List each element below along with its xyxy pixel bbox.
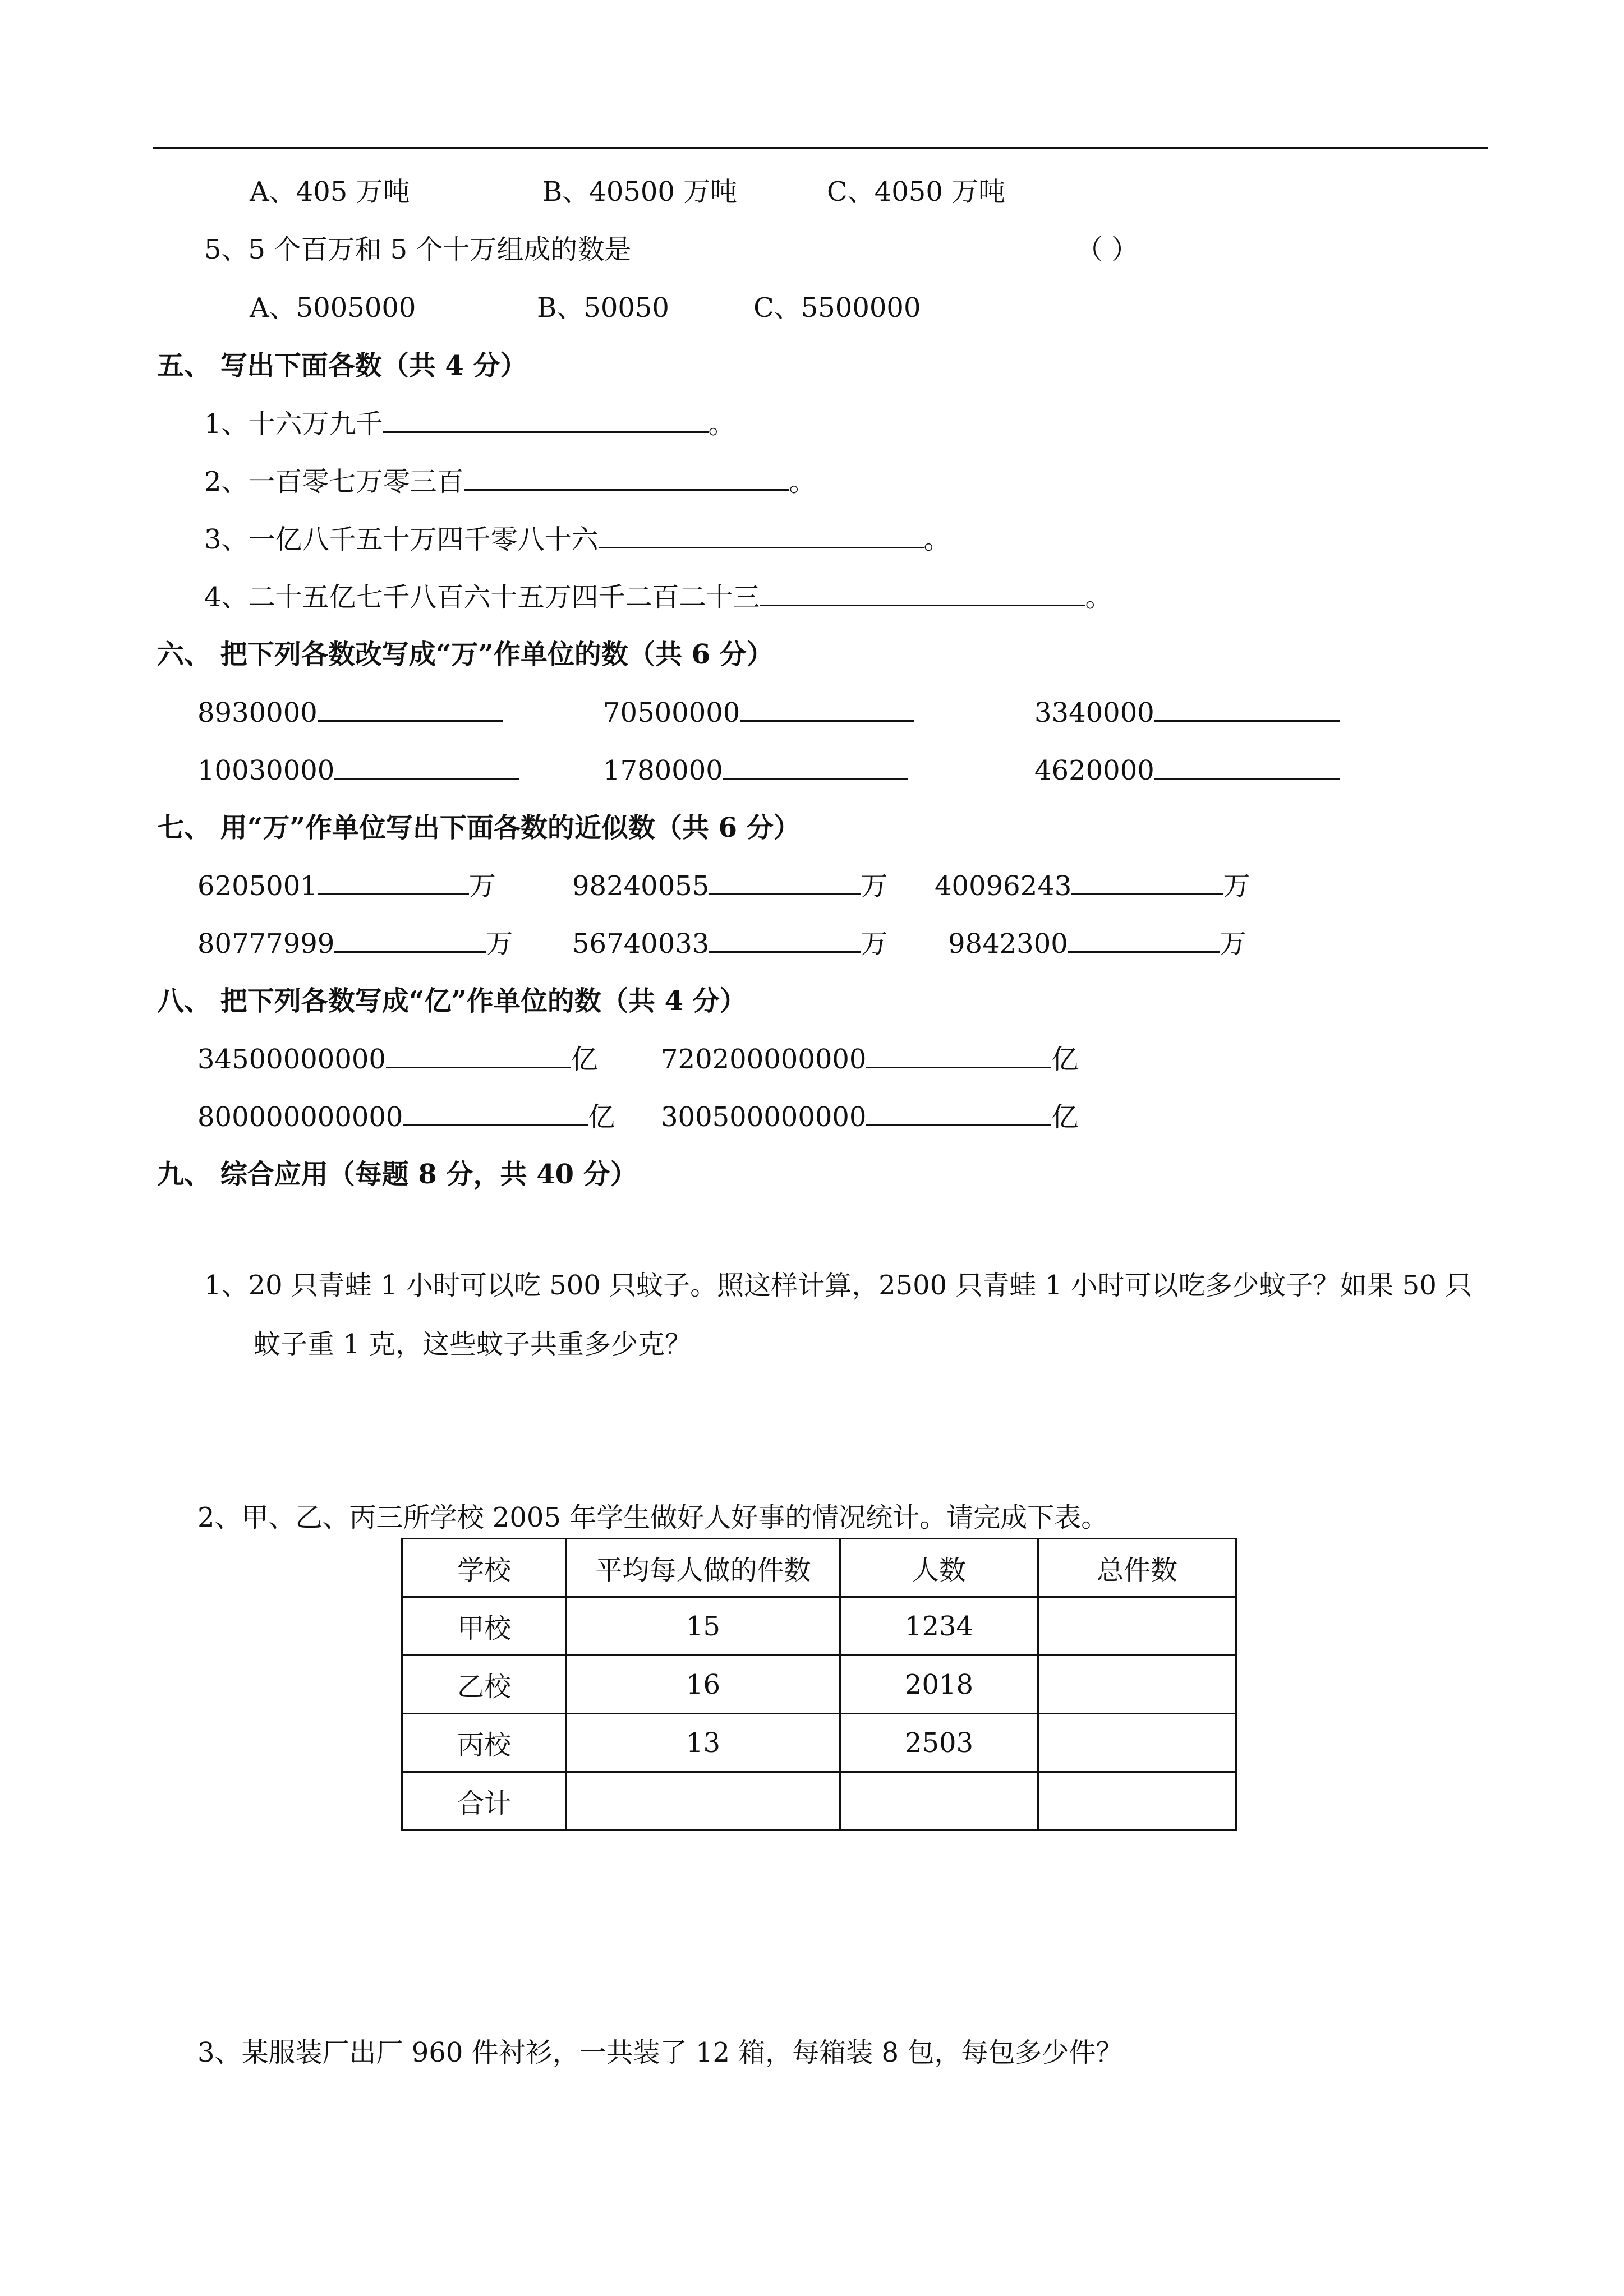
q5-question: 5、5 个百万和 5 个十万组成的数是 <box>204 234 632 265</box>
table-cell-blank <box>1038 1597 1236 1656</box>
table-header-cell: 人数 <box>840 1539 1038 1597</box>
sec7-item-5: 56740033 万 <box>572 926 887 961</box>
table-cell-blank <box>567 1772 840 1831</box>
table-cell: 甲校 <box>402 1597 567 1656</box>
table-cell: 丙校 <box>402 1714 567 1772</box>
table-cell-blank <box>1038 1714 1236 1772</box>
sec5-item-4: 4、二十五亿七千八百六十五万四千二百二十三 。 <box>204 580 1112 614</box>
table-cell-blank <box>840 1772 1038 1831</box>
q4-option-b: B、40500 万吨 <box>542 176 738 208</box>
sec8-item-2: 720200000000 亿 <box>661 1042 1078 1076</box>
sec5-item-2: 2、一百零七万零三百 。 <box>204 464 816 499</box>
sec8-item-1: 34500000000 亿 <box>197 1042 598 1076</box>
sec6-item-4: 10030000 <box>197 753 519 787</box>
table-cell: 16 <box>567 1656 840 1714</box>
table-row <box>402 1772 1236 1831</box>
table-row <box>402 1656 1236 1714</box>
table-cell-blank <box>1038 1656 1236 1714</box>
sec5-item-3: 3、一亿八千五十万四千零八十六 。 <box>204 522 951 556</box>
sec7-item-6: 9842300 万 <box>948 926 1246 961</box>
sec6-item-6: 4620000 <box>1034 753 1340 787</box>
table-cell: 2503 <box>840 1714 1038 1772</box>
sec7-item-4: 80777999 万 <box>197 926 513 961</box>
section-6-title: 六、 把下列各数改写成“万”作单位的数（共 6 分） <box>157 639 774 670</box>
table-header-cell: 总件数 <box>1038 1539 1236 1597</box>
q5-option-c: C、5500000 <box>753 292 921 324</box>
header-rule <box>153 147 1488 149</box>
section-7-title: 七、 用“万”作单位写出下面各数的近似数（共 6 分） <box>157 812 801 843</box>
problem-2-text: 2、甲、乙、丙三所学校 2005 年学生做好人好事的情况统计。请完成下表。 <box>197 1502 1108 1533</box>
problem-3-text: 3、某服装厂出厂 960 件衬衫，一共装了 12 箱，每箱装 8 包，每包多少件？ <box>197 2037 1123 2068</box>
q5-option-a: A、5005000 <box>250 292 416 324</box>
table-row <box>402 1597 1236 1656</box>
sec8-item-4: 300500000000 亿 <box>661 1100 1078 1134</box>
sec7-item-1: 6205001 万 <box>197 869 496 903</box>
section-5-title: 五、 写出下面各数（共 4 分） <box>157 350 527 381</box>
sec6-item-1: 8930000 <box>197 695 503 730</box>
sec6-item-3: 3340000 <box>1034 695 1340 730</box>
table-row <box>402 1714 1236 1772</box>
sec5-item-1: 1、十六万九千 。 <box>204 407 735 441</box>
sec8-item-3: 800000000000 亿 <box>197 1100 615 1134</box>
q5-answer-parens: （ ） <box>1076 234 1139 265</box>
school-stats-table <box>401 1538 1237 1831</box>
sec6-item-5: 1780000 <box>603 753 908 787</box>
sec7-item-3: 40096243 万 <box>935 869 1250 903</box>
table-cell: 乙校 <box>402 1656 567 1714</box>
table-cell: 15 <box>567 1597 840 1656</box>
q4-option-c: C、4050 万吨 <box>827 176 1006 208</box>
q5-option-b: B、50050 <box>537 292 669 324</box>
table-cell: 1234 <box>840 1597 1038 1656</box>
table-header-row <box>402 1539 1236 1597</box>
table-cell: 13 <box>567 1714 840 1772</box>
table-header-cell: 平均每人做的件数 <box>567 1539 840 1597</box>
q4-option-a: A、405 万吨 <box>250 176 410 208</box>
sec6-item-2: 70500000 <box>603 695 914 730</box>
section-8-title: 八、 把下列各数写成“亿”作单位的数（共 4 分） <box>157 985 747 1017</box>
table-cell: 2018 <box>840 1656 1038 1714</box>
table-cell-blank <box>1038 1772 1236 1831</box>
problem-1-line-2: 蚊子重 1 克，这些蚊子共重多少克？ <box>254 1329 692 1360</box>
problem-1-line-1: 1、20 只青蛙 1 小时可以吃 500 只蚊子。照这样计算，2500 只青蛙 1 小时可以吃多少蚊子？如果 50 只 <box>204 1270 1473 1301</box>
table-cell: 合计 <box>402 1772 567 1831</box>
section-9-title: 九、 综合应用（每题 8 分，共 40 分） <box>157 1159 637 1190</box>
table-header-cell: 学校 <box>402 1539 567 1597</box>
sec7-item-2: 98240055 万 <box>572 869 887 903</box>
